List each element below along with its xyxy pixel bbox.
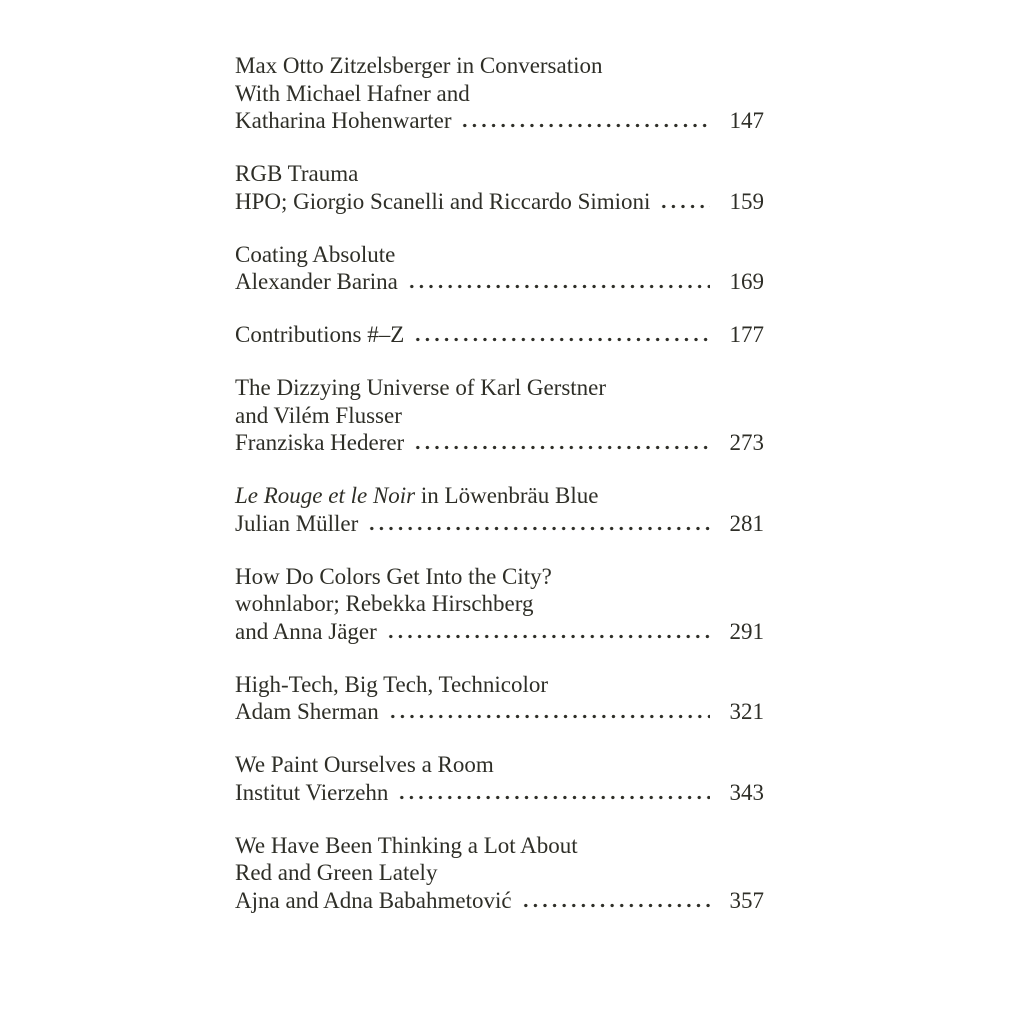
- toc-title-line: With Michael Hafner and: [235, 80, 470, 106]
- dot-leader: [659, 204, 710, 209]
- toc-entry: [235, 832, 764, 915]
- page-number: 343: [729, 779, 764, 805]
- toc-leader-row: [235, 887, 764, 915]
- page-number: 321: [729, 699, 764, 724]
- toc-leader-row: [235, 698, 764, 726]
- toc-author-line: HPO; Giorgio Scanelli and Riccardo Simioni: [235, 188, 651, 214]
- dot-leader: [521, 903, 710, 908]
- toc-author-line: Alexander Barina: [235, 269, 398, 294]
- dot-leader: [413, 337, 710, 342]
- toc-leader-row: [235, 107, 764, 135]
- dot-leader: [407, 284, 710, 289]
- toc-title-line: High-Tech, Big Tech, Technicolor: [235, 671, 549, 697]
- toc-leader-row: [235, 510, 764, 538]
- toc-title-segment: in Löwenbräu Blue: [415, 483, 599, 508]
- page-number: 291: [729, 618, 764, 644]
- toc-title-line: and Vilém Flusser: [235, 402, 402, 428]
- toc-entry: [235, 563, 764, 646]
- toc-author-line: Franziska Hederer: [235, 430, 405, 455]
- dot-leader: [386, 634, 710, 639]
- toc-author-line: Contributions #–Z: [235, 322, 405, 347]
- toc-entry: [235, 374, 764, 457]
- toc-leader-row: [235, 268, 764, 296]
- toc-author-line: Julian Müller: [235, 510, 359, 536]
- dot-leader: [413, 445, 710, 450]
- page-number: 159: [729, 188, 764, 214]
- toc-author-line: and Anna Jäger: [235, 618, 377, 644]
- toc-title-line: Red and Green Lately: [235, 860, 438, 885]
- toc-title-line: wohnlabor; Rebekka Hirschberg: [235, 591, 534, 616]
- page-number: 357: [729, 887, 764, 913]
- toc-entry: [235, 751, 764, 806]
- page-number: 273: [729, 430, 764, 455]
- toc-author-line: Institut Vierzehn: [235, 779, 389, 805]
- toc-entry: [235, 160, 764, 215]
- page-number: 169: [729, 269, 764, 294]
- toc-entry: [235, 321, 764, 349]
- toc-title-line: RGB Trauma: [235, 161, 359, 186]
- dot-leader: [367, 526, 710, 531]
- toc-leader-row: [235, 188, 764, 216]
- toc-entry: [235, 671, 764, 726]
- toc-author-line: Adam Sherman: [235, 699, 379, 724]
- toc-title-line: We Paint Ourselves a Room: [235, 752, 494, 777]
- toc-author-line: Ajna and Adna Babahmetović: [235, 887, 512, 913]
- toc-title-line: Max Otto Zitzelsberger in Conversation: [235, 53, 603, 78]
- toc-leader-row: [235, 618, 764, 646]
- page-number: 177: [729, 322, 764, 347]
- toc-leader-row: [235, 429, 764, 457]
- toc-author-line: Katharina Hohenwarter: [235, 108, 452, 133]
- toc-entry: [235, 482, 764, 537]
- toc-title-segment: Le Rouge et le Noir: [235, 483, 416, 508]
- toc-entry: [235, 52, 764, 135]
- toc-title-line: How Do Colors Get Into the City?: [235, 563, 552, 589]
- toc-entry: [235, 241, 764, 296]
- page-number: 147: [729, 108, 764, 133]
- dot-leader: [460, 123, 710, 128]
- toc-leader-row: [235, 321, 764, 349]
- toc-leader-row: [235, 779, 764, 807]
- dot-leader: [397, 795, 710, 800]
- toc-title-line: [235, 482, 764, 510]
- toc-title-line: The Dizzying Universe of Karl Gerstner: [235, 375, 607, 400]
- toc-title-line: Coating Absolute: [235, 241, 396, 267]
- page-number: 281: [729, 510, 764, 536]
- toc-title-line: We Have Been Thinking a Lot About: [235, 832, 578, 858]
- table-of-contents: [235, 52, 764, 940]
- dot-leader: [388, 714, 710, 719]
